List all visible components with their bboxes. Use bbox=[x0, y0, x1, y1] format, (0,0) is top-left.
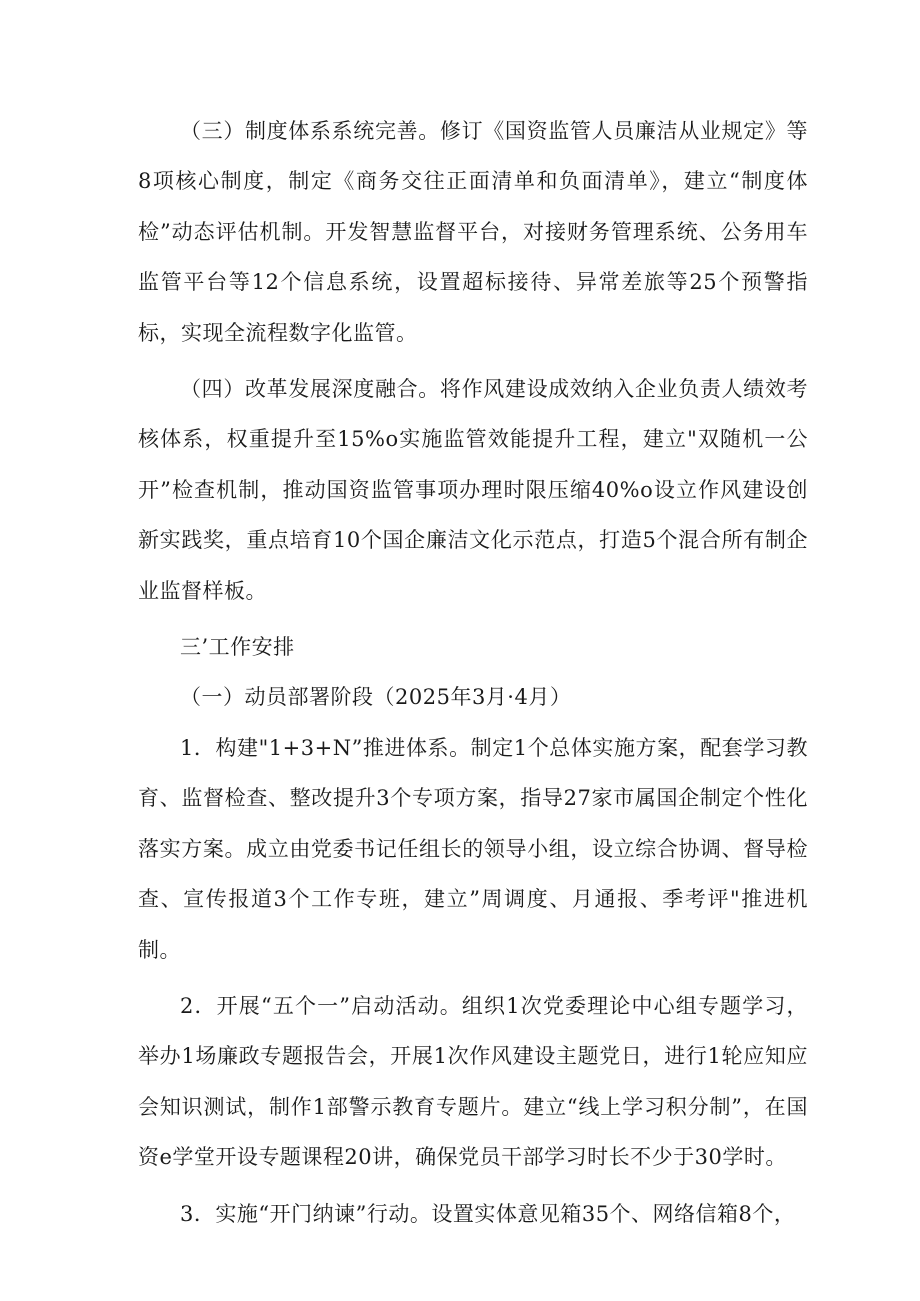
document-body bbox=[138, 106, 808, 1239]
subsection-heading-mobilization: （一）动员部署阶段（2025年3月·4月） bbox=[180, 685, 572, 710]
paragraph-item-2: 2．开展“五个一”启动活动。组织1次党委理论中心组专题学习，举办1场廉政专题报告会，开展1次作风建设主题党日，进行1轮应知应会知识测试，制作1部警示教育专题片。建立“线上学习积分制”，在国资e学堂开设专题课程20讲，确保党员干部学习时长不少于30学时。 bbox=[138, 993, 808, 1170]
paragraph-reform-integration: （四）改革发展深度融合。将作风建设成效纳入企业负责人绩效考核体系，权重提升至15%o实施监管效能提升工程，建立"双随机一公开”检查机制，推动国资监管事项办理时限压缩40%o设立作风建设创新实践奖，重点培育10个国企廉洁文化示范点，打造5个混合所有制企业监督样板。 bbox=[138, 377, 808, 603]
paragraph-system-improvement: （三）制度体系系统完善。修订《国资监管人员廉洁从业规定》等8项核心制度，制定《商务交往正面清单和负面清单》，建立“制度体检”动态评估机制。开发智慧监督平台，对接财务管理系统、公务用车监管平台等12个信息系统，设置超标接待、异常差旅等25个预警指标，实现全流程数字化监管。 bbox=[138, 119, 808, 345]
paragraph-item-1: 1．构建"1+3+N”推进体系。制定1个总体实施方案，配套学习教育、监督检查、整改提升3个专项方案，指导27家市属国企制定个性化落实方案。成立由党委书记任组长的领导小组，设立综合协调、督导检查、宣传报道3个工作专班，建立”周调度、月通报、季考评"推进机制。 bbox=[138, 735, 808, 962]
section-heading-work-arrangement: 三’工作安排 bbox=[180, 635, 295, 660]
paragraph-item-3: 3．实施“开门纳谏”行动。设置实体意见箱35个、网络信箱8个， bbox=[180, 1201, 796, 1226]
